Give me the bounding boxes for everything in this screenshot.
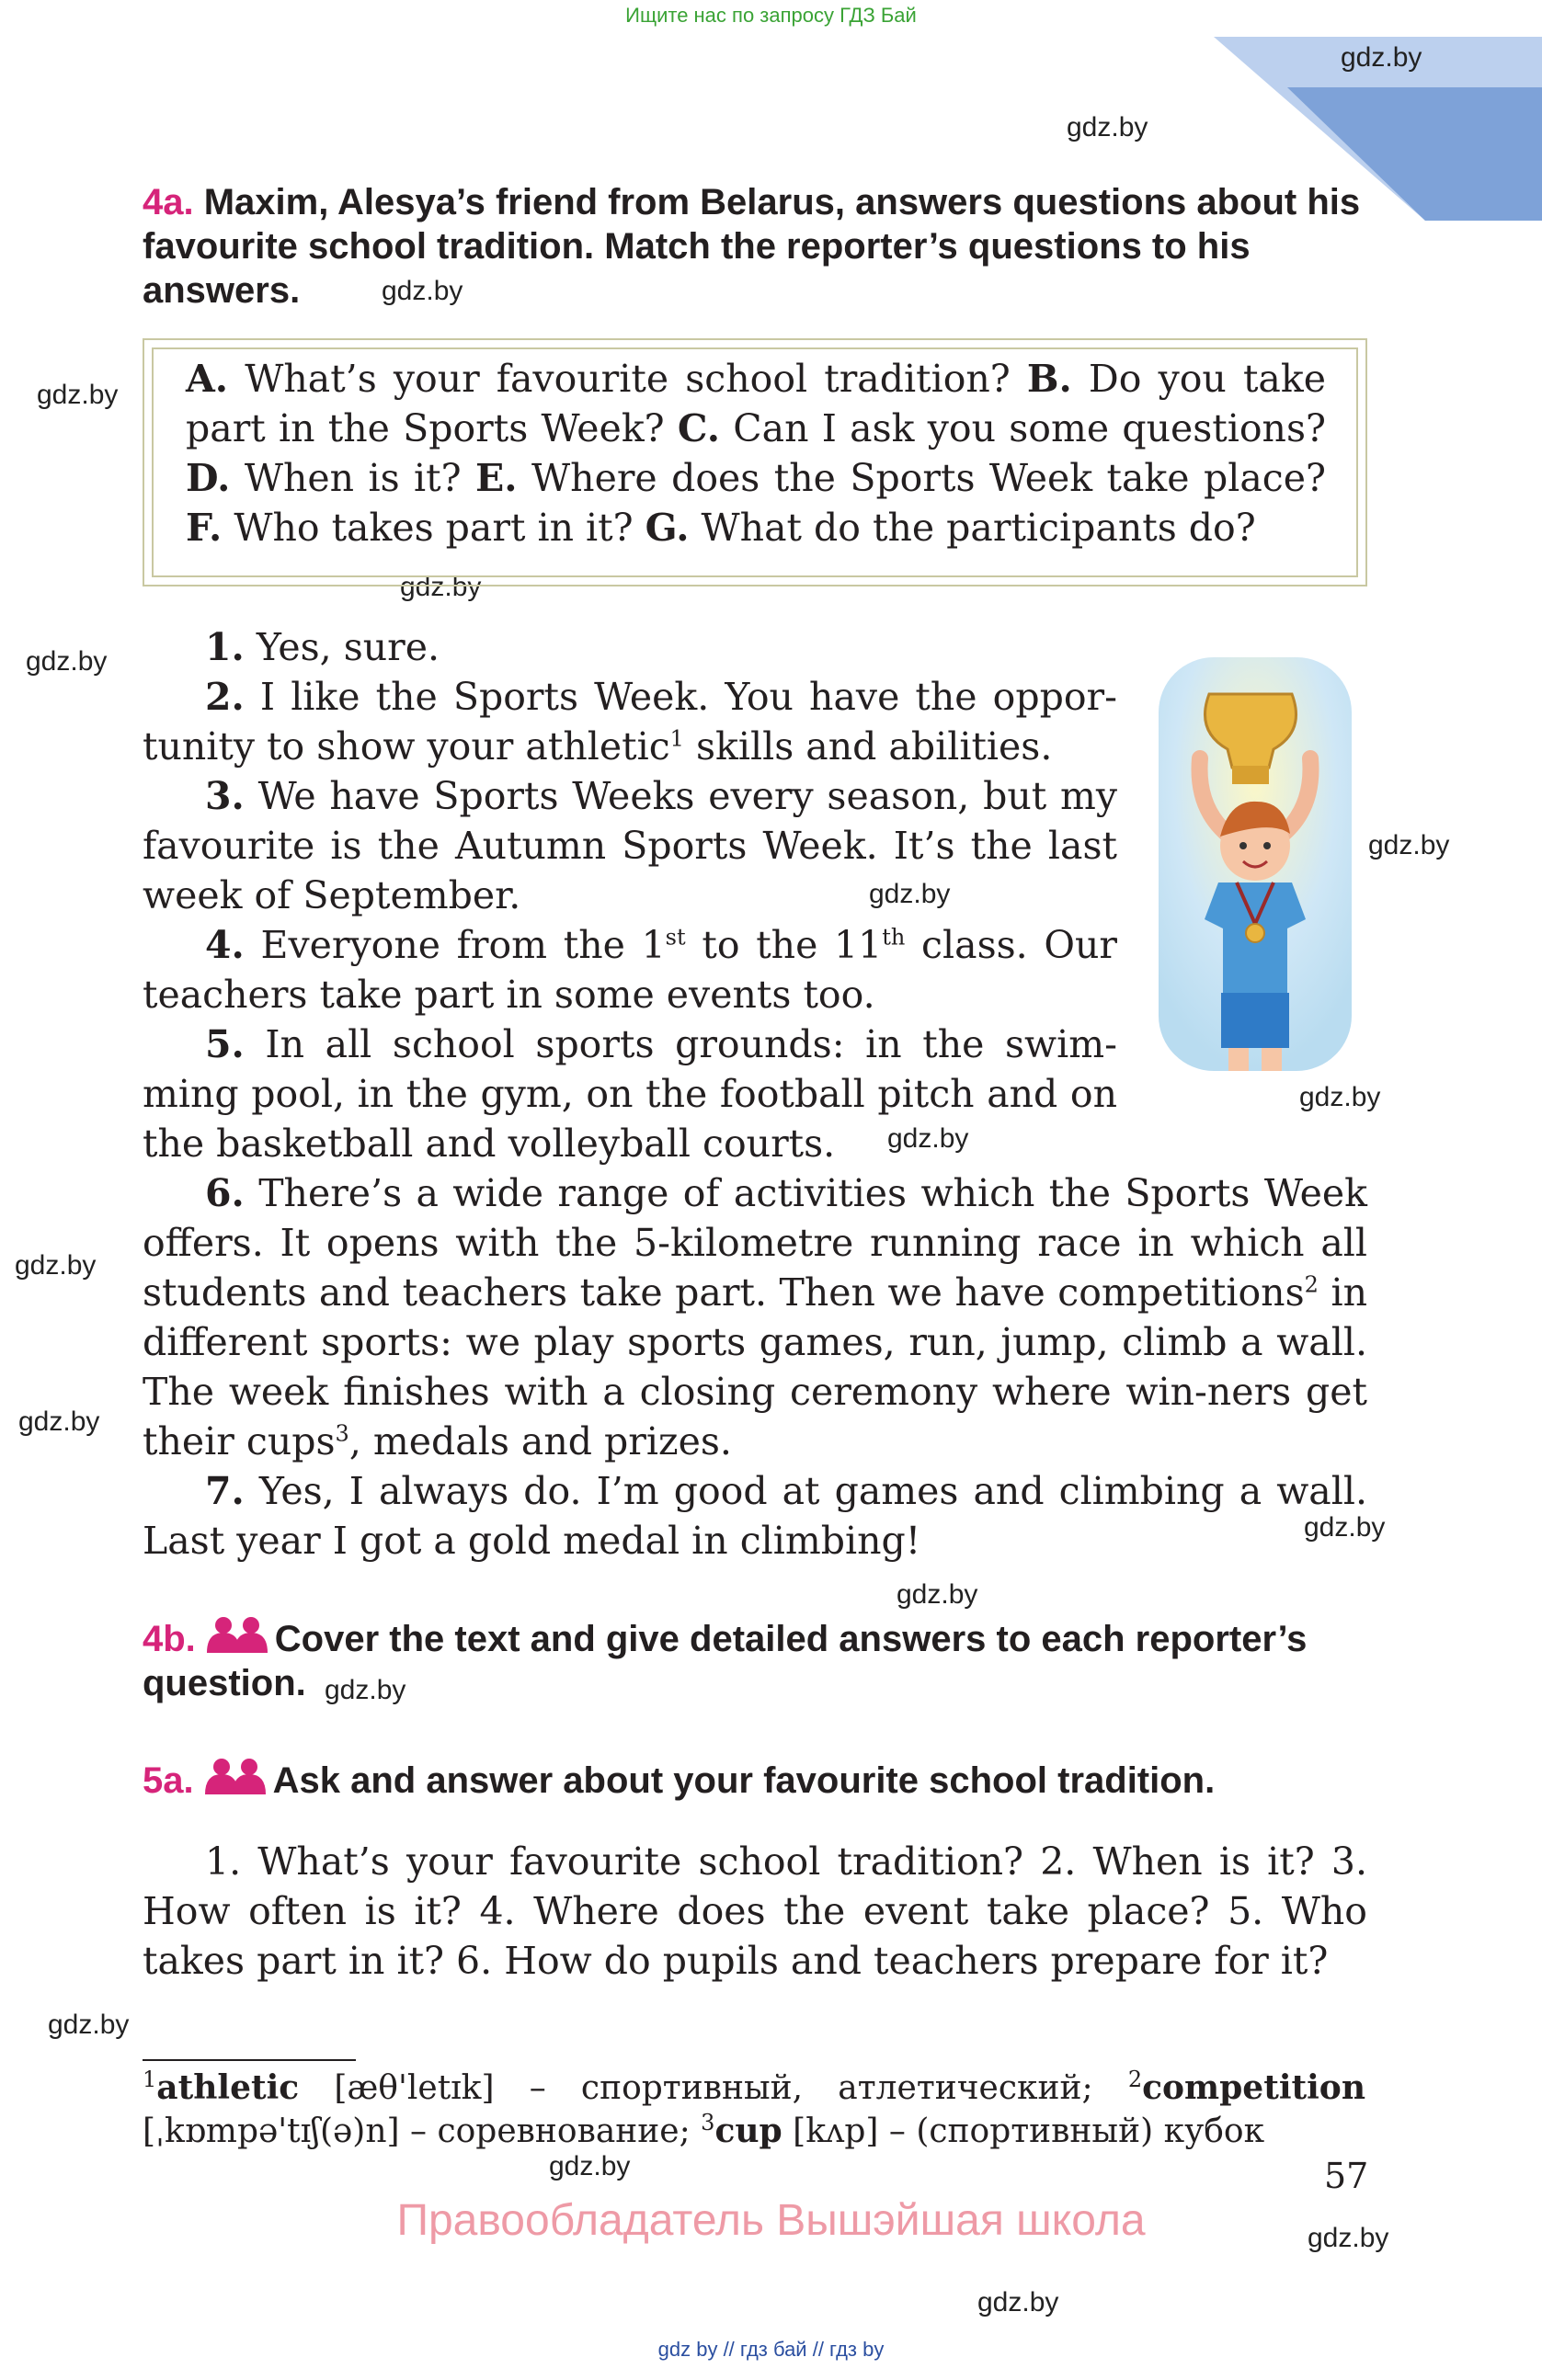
pair-work-icon: [205, 1616, 269, 1653]
watermark: gdz.by: [382, 276, 463, 306]
task-instruction: Maxim, Alesya’s friend from Belarus, answers questions about his favourite school tradition. Match the reporter’s questions to his answers.: [143, 182, 1361, 311]
watermark: gdz.by: [26, 646, 108, 677]
watermark: gdz.by: [887, 1123, 969, 1154]
answer-1: 1. Yes, sure.: [205, 625, 440, 669]
page-number: 57: [1324, 2156, 1369, 2196]
footnotes: $^1$athletic [æθ'letɪk] – спортивный, атлетический; $^2$competition [ˌkɒmpə'tɪʃ(ə)n] – соревнование; $^3$cup [kʌp] – (спортивный) кубок: [143, 2067, 1365, 2150]
bottom-links[interactable]: gdz by // гдз бай // гдз by: [657, 2338, 885, 2361]
copyright-owner: Правообладатель Вышэйшая школа: [396, 2196, 1146, 2245]
watermark: gdz.by: [18, 1406, 100, 1437]
watermark: gdz.by: [15, 1250, 97, 1281]
answer-4: 4. Everyone from the 1st to the 11th class. Our teachers take part in some events too.: [143, 923, 1117, 1017]
task-5a-questions: 1. What’s your favourite school tradition? 2. When is it? 3. How often is it? 4. Where does the event take place? 5. Who takes part in it? 6. How do pupils and teachers prepare for it?: [143, 1839, 1367, 1983]
answer-7: 7. Yes, I always do. I’m good at games and climbing a wall. Last year I got a gold medal in climbing!: [143, 1469, 1367, 1563]
task-4b-heading: [143, 1616, 1365, 1705]
watermark: gdz.by: [1304, 1512, 1386, 1543]
task-instruction: Cover the text and give detailed answers to each reporter’s question.: [143, 1619, 1308, 1703]
watermark: gdz.by: [1308, 2223, 1389, 2253]
watermark: gdz.by: [869, 879, 951, 909]
footnote-divider: [143, 2059, 356, 2061]
task-number: 5a.: [143, 1760, 194, 1801]
task-number: 4a.: [143, 182, 194, 222]
task-5a-heading: [143, 1758, 1365, 1803]
task-4a-heading: [143, 180, 1365, 313]
pair-work-icon: [203, 1758, 268, 1794]
watermark: gdz.by: [400, 572, 482, 602]
watermark: gdz.by: [977, 2287, 1059, 2317]
watermark: gdz.by: [1341, 42, 1422, 73]
task-instruction: Ask and answer about your favourite school tradition.: [272, 1760, 1216, 1801]
answers-full-width: [143, 1168, 1367, 1566]
watermark: gdz.by: [1299, 1082, 1381, 1112]
watermark: gdz.by: [48, 2010, 130, 2040]
answer-3: 3. We have Sports Weeks every season, but my favourite is the Autumn Sports Week. It’s the last week of September.: [143, 774, 1117, 917]
watermark: gdz.by: [37, 380, 119, 410]
task-number: 4b.: [143, 1619, 196, 1659]
watermark: gdz.by: [325, 1675, 406, 1705]
answer-6: 6. There’s a wide range of activities which the Sports Week offers. It opens with the 5-kilometre running race in which all students and teachers take part. Then we have competitions$^2$ in different sports: we play sports games, run, jump, climb a wall. The week finishes with a closing ceremony where win-ners get their cups$^3$, medals and prizes.: [143, 1171, 1367, 1463]
watermark: gdz.by: [1368, 830, 1450, 860]
questions-text: A. What’s your favourite school tradition? B. Do you take part in the Sports Week? C. Can I ask you some questions? D. When is it? E. Where does the Sports Week take place? F. Who takes part in it? G. What do the participants do?: [186, 357, 1326, 550]
answer-5: 5. In all school sports grounds: in the swim-ming pool, in the gym, on the football pitch and on the basketball and volleyball courts.: [143, 1022, 1117, 1166]
boy-with-trophy-illustration: [1159, 657, 1352, 1071]
top-search-note: Ищите нас по запросу ГДЗ Бай: [625, 4, 917, 27]
watermark: gdz.by: [1067, 112, 1148, 142]
answers-column: [143, 622, 1117, 1168]
watermark: gdz.by: [897, 1579, 978, 1610]
watermark: gdz.by: [549, 2151, 631, 2181]
questions-box: [143, 338, 1367, 586]
answer-2: 2. I like the Sports Week. You have the oppor-tunity to show your athletic$^1$ skills and abilities.: [143, 675, 1117, 769]
